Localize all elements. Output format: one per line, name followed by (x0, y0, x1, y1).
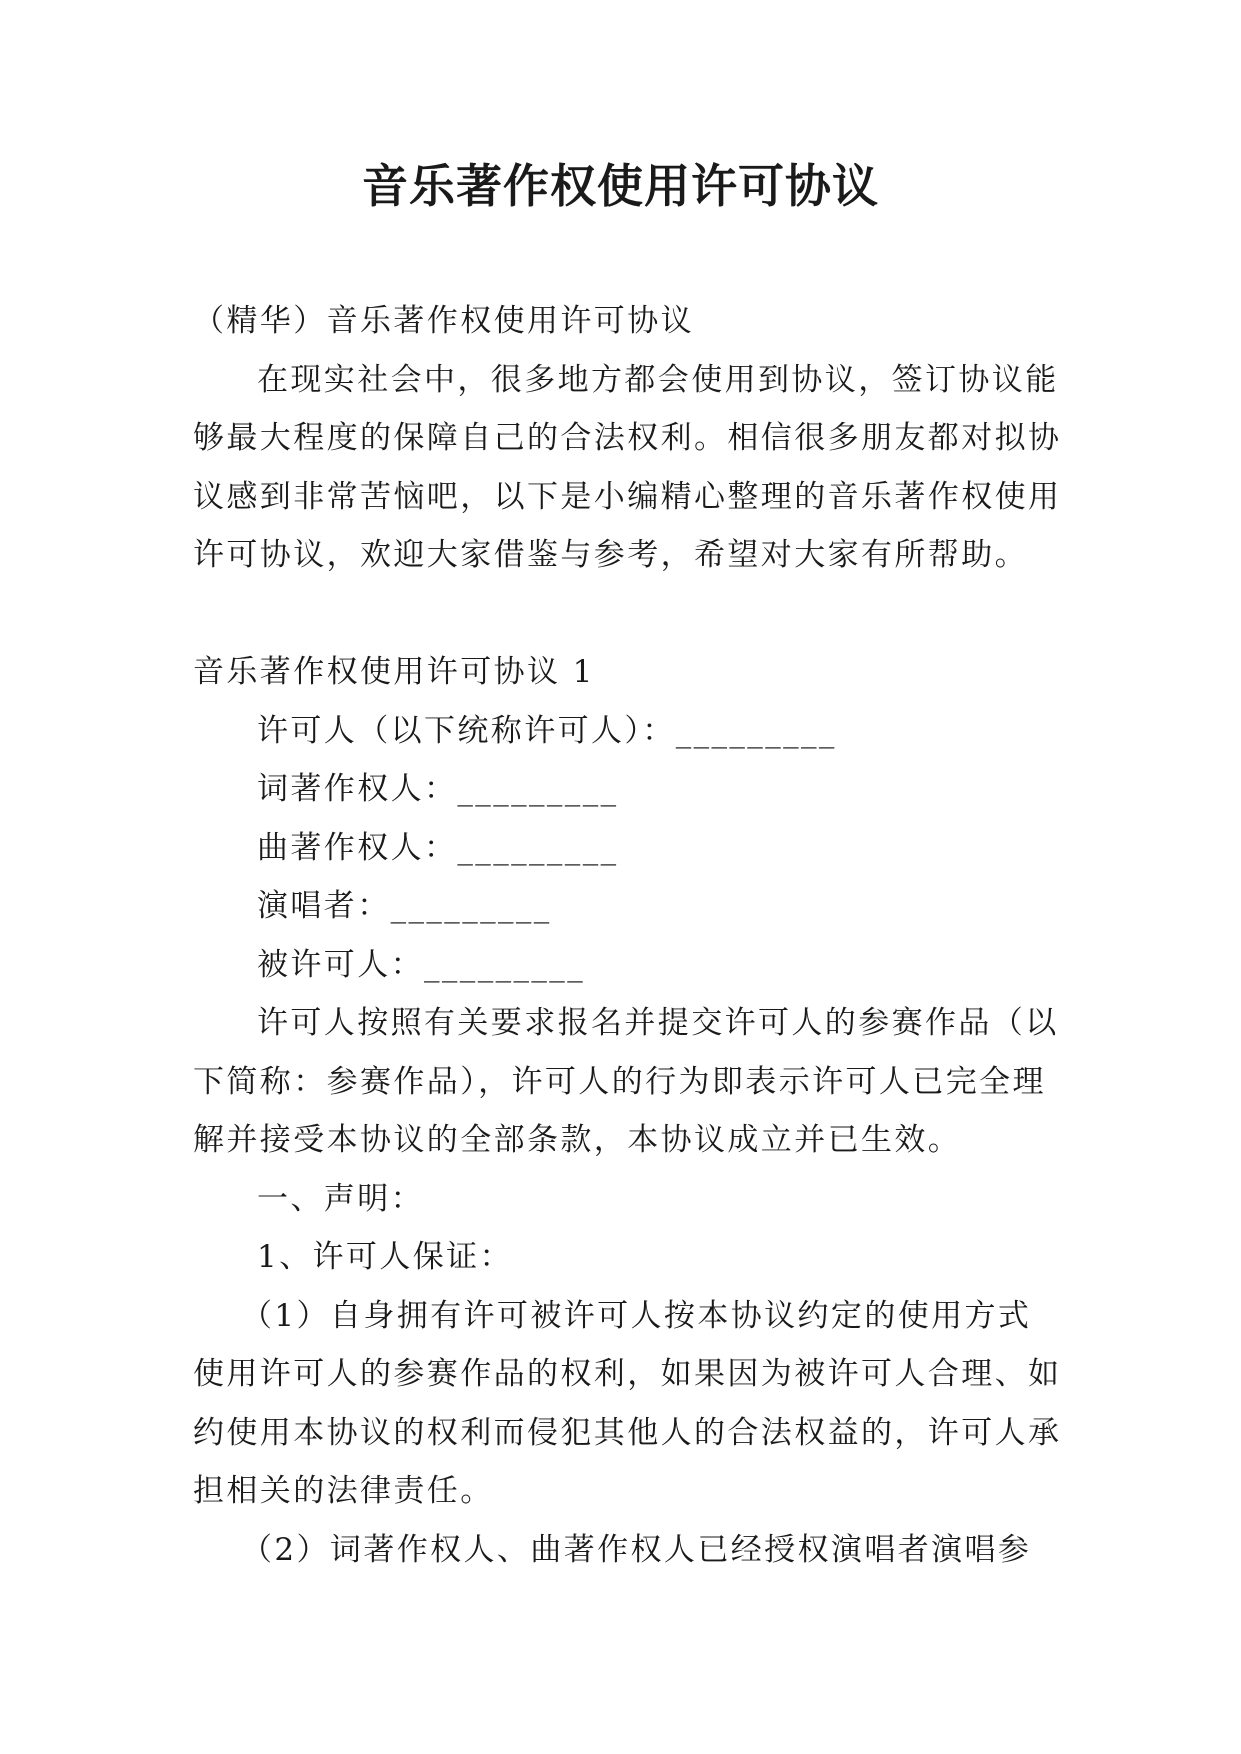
text-line: 约使用本协议的权利而侵犯其他人的合法权益的，许可人承 (193, 1414, 1062, 1451)
text-line: 担相关的法律责任。 (193, 1473, 494, 1509)
licensor-field: 许可人（以下统称许可人）：_________ (257, 712, 837, 749)
text-line: 下简称：参赛作品），许可人的行为即表示许可人已完全理 (193, 1063, 1046, 1100)
text-line: 在现实社会中，很多地方都会使用到协议，签订协议能 (257, 361, 1059, 398)
lyricist-field: 词著作权人：_________ (257, 771, 619, 807)
document-body (193, 292, 1063, 1579)
paragraph-gap (193, 585, 1063, 644)
licensee-field: 被许可人：_________ (257, 946, 586, 983)
text-line: 许可协议，欢迎大家借鉴与参考，希望对大家有所帮助。 (193, 537, 1028, 573)
text-line: 解并接受本协议的全部条款，本协议成立并已生效。 (193, 1122, 962, 1158)
performer-field: 演唱者：_________ (257, 888, 552, 924)
text-line: 够最大程度的保障自己的合法权利。相信很多朋友都对拟协 (193, 420, 1062, 456)
text-line: 许可人按照有关要求报名并提交许可人的参赛作品（以 (257, 1005, 1059, 1041)
text-line: （1）自身拥有许可被许可人按本协议约定的使用方式 (241, 1297, 1032, 1334)
clause-subheading: 1、许可人保证： (257, 1239, 513, 1275)
text-line: 议感到非常苦恼吧，以下是小编精心整理的音乐著作权使用 (193, 478, 1062, 515)
text-line: 使用许可人的参赛作品的权利，如果因为被许可人合理、如 (193, 1356, 1062, 1392)
text-line: （精华）音乐著作权使用许可协议 (193, 303, 694, 339)
clause-heading: 一、声明： (257, 1180, 424, 1217)
section-heading: 音乐著作权使用许可协议 1 (193, 654, 595, 690)
composer-field: 曲著作权人：_________ (257, 829, 619, 866)
document-title: 音乐著作权使用许可协议 (362, 159, 879, 213)
text-line: （2）词著作权人、曲著作权人已经授权演唱者演唱参 (241, 1531, 1032, 1568)
